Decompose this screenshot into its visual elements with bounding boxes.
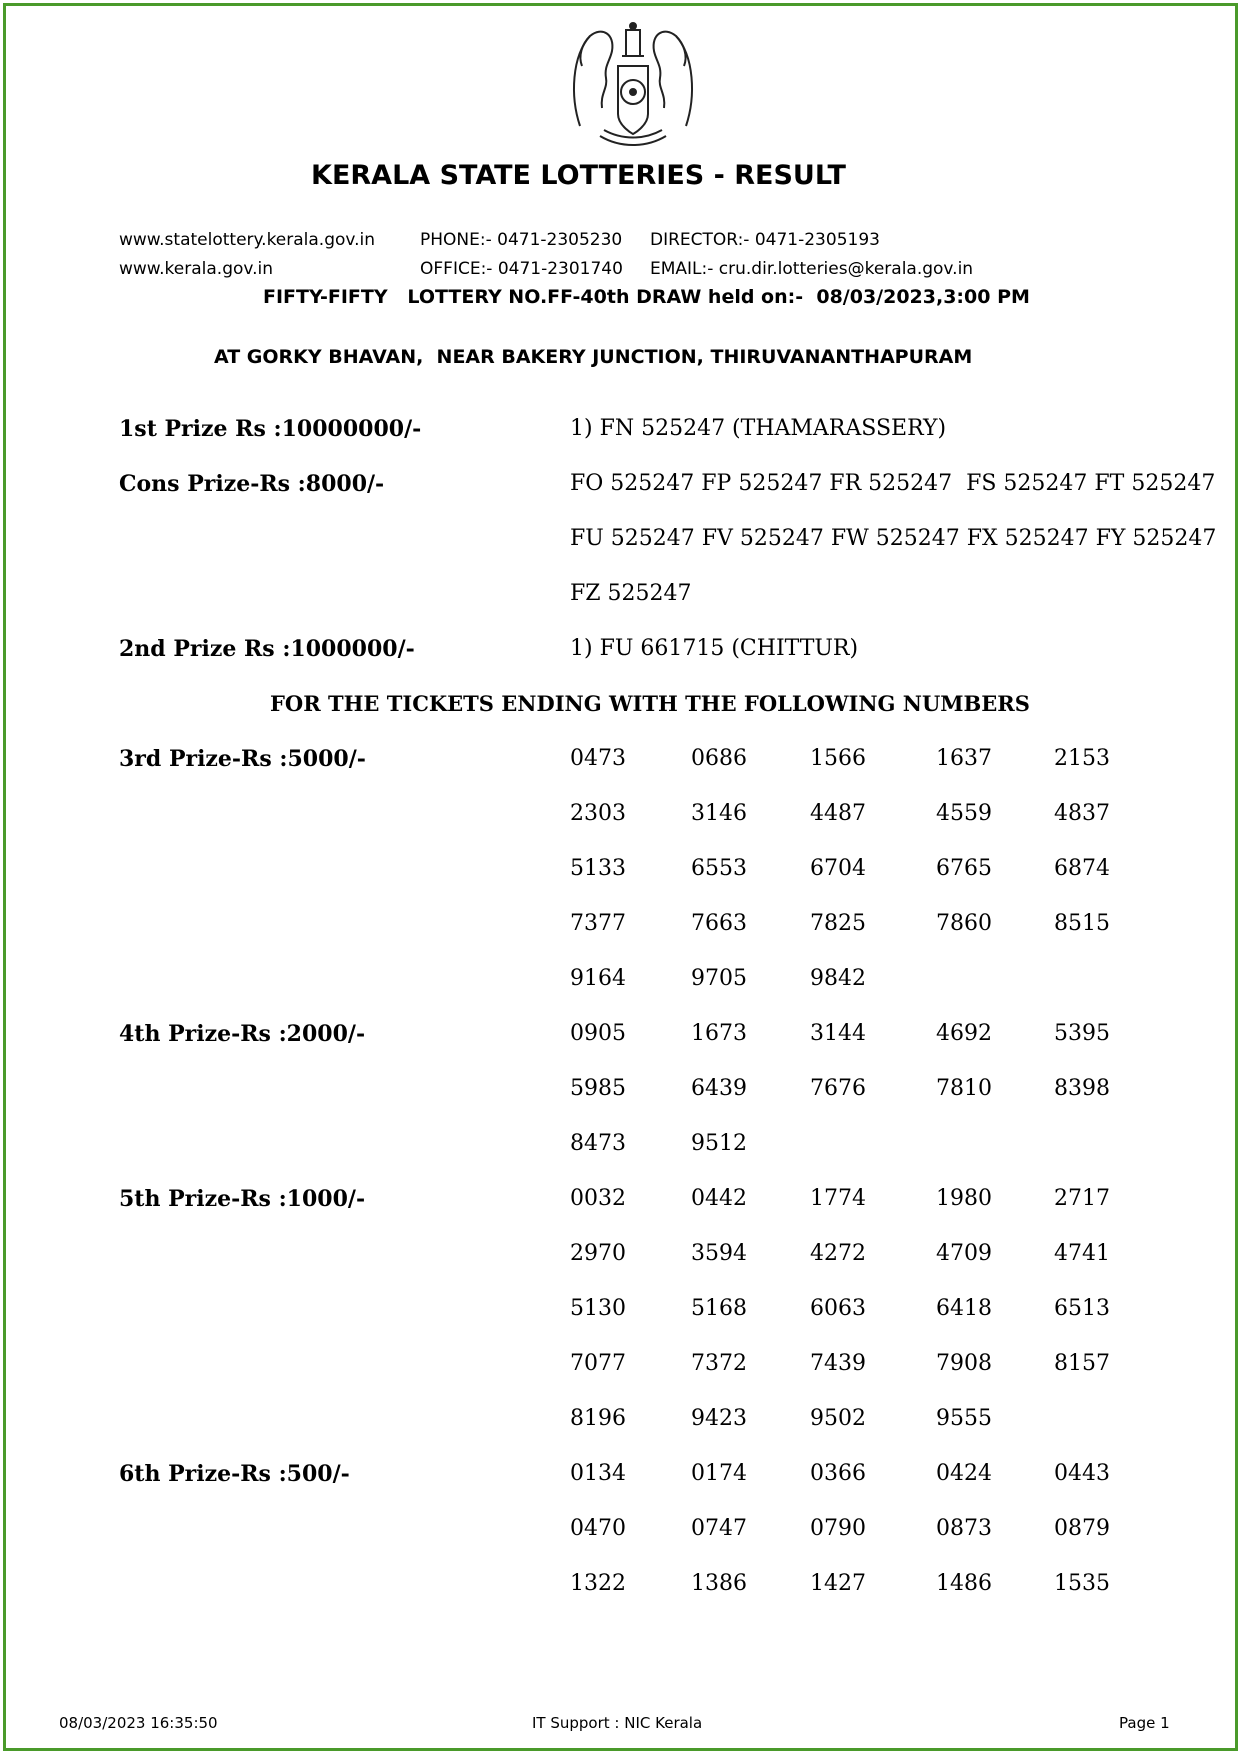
- sixth-prize-number: 0134: [570, 1461, 626, 1486]
- fifth-prize-number: 9423: [691, 1406, 747, 1431]
- fifth-prize-label: 5th Prize-Rs :1000/-: [119, 1186, 366, 1212]
- cons-prize-line: FU 525247 FV 525247 FW 525247 FX 525247 FY 525247: [570, 526, 1217, 551]
- third-prize-number: 8515: [1054, 911, 1110, 936]
- sixth-prize-number: 0873: [936, 1516, 992, 1541]
- sixth-prize-number: 0174: [691, 1461, 747, 1486]
- fourth-prize-number: 4692: [936, 1021, 992, 1046]
- draw-details: FIFTY-FIFTY LOTTERY NO.FF-40th DRAW held on:- 08/03/2023,3:00 PM: [263, 286, 1030, 308]
- sixth-prize-number: 1322: [570, 1571, 626, 1596]
- third-prize-number: 9164: [570, 966, 626, 991]
- sixth-prize-number: 0747: [691, 1516, 747, 1541]
- fifth-prize-number: 4709: [936, 1241, 992, 1266]
- fifth-prize-number: 9502: [810, 1406, 866, 1431]
- phone-number: PHONE:- 0471-2305230: [420, 230, 623, 250]
- fifth-prize-number: 7908: [936, 1351, 992, 1376]
- fourth-prize-number: 0905: [570, 1021, 626, 1046]
- fifth-prize-number: 5168: [691, 1296, 747, 1321]
- second-prize-winner: 1) FU 661715 (CHITTUR): [570, 636, 859, 661]
- sixth-prize-number: 1535: [1054, 1571, 1110, 1596]
- third-prize-number: 9842: [810, 966, 866, 991]
- fifth-prize-number: 1980: [936, 1186, 992, 1211]
- fourth-prize-number: 6439: [691, 1076, 747, 1101]
- kerala-state-emblem-icon: [560, 16, 706, 152]
- fifth-prize-number: 7077: [570, 1351, 626, 1376]
- website-link-kerala[interactable]: www.kerala.gov.in: [119, 259, 274, 279]
- third-prize-number: 4487: [810, 801, 866, 826]
- fourth-prize-number: 5985: [570, 1076, 626, 1101]
- third-prize-number: 2153: [1054, 746, 1110, 771]
- fifth-prize-number: 8196: [570, 1406, 626, 1431]
- office-number: OFFICE:- 0471-2301740: [420, 259, 623, 279]
- fifth-prize-number: 3594: [691, 1241, 747, 1266]
- email-address[interactable]: EMAIL:- cru.dir.lotteries@kerala.gov.in: [650, 259, 974, 279]
- it-support-note: IT Support : NIC Kerala: [532, 1714, 703, 1732]
- fourth-prize-number: 3144: [810, 1021, 866, 1046]
- third-prize-number: 3146: [691, 801, 747, 826]
- third-prize-number: 7377: [570, 911, 626, 936]
- sixth-prize-number: 1486: [936, 1571, 992, 1596]
- third-prize-number: 0686: [691, 746, 747, 771]
- director-number: DIRECTOR:- 0471-2305193: [650, 230, 880, 250]
- fifth-prize-number: 0442: [691, 1186, 747, 1211]
- third-prize-number: 0473: [570, 746, 626, 771]
- fourth-prize-number: 1673: [691, 1021, 747, 1046]
- fifth-prize-number: 7439: [810, 1351, 866, 1376]
- third-prize-number: 4837: [1054, 801, 1110, 826]
- third-prize-number: 1566: [810, 746, 866, 771]
- third-prize-label: 3rd Prize-Rs :5000/-: [119, 746, 366, 772]
- sixth-prize-number: 0470: [570, 1516, 626, 1541]
- sixth-prize-number: 0879: [1054, 1516, 1110, 1541]
- third-prize-number: 6765: [936, 856, 992, 881]
- ending-numbers-heading: FOR THE TICKETS ENDING WITH THE FOLLOWING NUMBERS: [270, 691, 1030, 716]
- sixth-prize-number: 1427: [810, 1571, 866, 1596]
- sixth-prize-number: 0790: [810, 1516, 866, 1541]
- fourth-prize-number: 7676: [810, 1076, 866, 1101]
- third-prize-number: 2303: [570, 801, 626, 826]
- third-prize-number: 1637: [936, 746, 992, 771]
- cons-prize-line: FZ 525247: [570, 581, 692, 606]
- fifth-prize-number: 1774: [810, 1186, 866, 1211]
- fifth-prize-number: 2717: [1054, 1186, 1110, 1211]
- generated-timestamp: 08/03/2023 16:35:50: [59, 1714, 218, 1732]
- third-prize-number: 6874: [1054, 856, 1110, 881]
- sixth-prize-number: 0424: [936, 1461, 992, 1486]
- draw-venue: AT GORKY BHAVAN, NEAR BAKERY JUNCTION, THIRUVANANTHAPURAM: [214, 346, 973, 368]
- fifth-prize-number: 9555: [936, 1406, 992, 1431]
- third-prize-number: 4559: [936, 801, 992, 826]
- fifth-prize-number: 6513: [1054, 1296, 1110, 1321]
- second-prize-label: 2nd Prize Rs :1000000/-: [119, 636, 415, 662]
- fifth-prize-number: 8157: [1054, 1351, 1110, 1376]
- fifth-prize-number: 6063: [810, 1296, 866, 1321]
- page-number: Page 1: [1119, 1714, 1170, 1732]
- third-prize-number: 7663: [691, 911, 747, 936]
- fifth-prize-number: 6418: [936, 1296, 992, 1321]
- page-title: KERALA STATE LOTTERIES - RESULT: [311, 160, 846, 191]
- third-prize-number: 6553: [691, 856, 747, 881]
- fifth-prize-number: 5130: [570, 1296, 626, 1321]
- sixth-prize-number: 1386: [691, 1571, 747, 1596]
- fifth-prize-number: 4272: [810, 1241, 866, 1266]
- fourth-prize-number: 9512: [691, 1131, 747, 1156]
- sixth-prize-label: 6th Prize-Rs :500/-: [119, 1461, 350, 1487]
- fifth-prize-number: 2970: [570, 1241, 626, 1266]
- third-prize-number: 7825: [810, 911, 866, 936]
- website-link-statelottery[interactable]: www.statelottery.kerala.gov.in: [119, 230, 376, 250]
- fourth-prize-number: 7810: [936, 1076, 992, 1101]
- cons-prize-line: FO 525247 FP 525247 FR 525247 FS 525247 FT 525247: [570, 471, 1216, 496]
- third-prize-number: 9705: [691, 966, 747, 991]
- fifth-prize-number: 7372: [691, 1351, 747, 1376]
- first-prize-label: 1st Prize Rs :10000000/-: [119, 416, 422, 442]
- sixth-prize-number: 0443: [1054, 1461, 1110, 1486]
- third-prize-number: 6704: [810, 856, 866, 881]
- fourth-prize-number: 8398: [1054, 1076, 1110, 1101]
- third-prize-number: 5133: [570, 856, 626, 881]
- sixth-prize-number: 0366: [810, 1461, 866, 1486]
- fourth-prize-number: 8473: [570, 1131, 626, 1156]
- third-prize-number: 7860: [936, 911, 992, 936]
- first-prize-winner: 1) FN 525247 (THAMARASSERY): [570, 416, 947, 441]
- fifth-prize-number: 4741: [1054, 1241, 1110, 1266]
- cons-prize-label: Cons Prize-Rs :8000/-: [119, 471, 385, 497]
- fifth-prize-number: 0032: [570, 1186, 626, 1211]
- fourth-prize-label: 4th Prize-Rs :2000/-: [119, 1021, 366, 1047]
- fourth-prize-number: 5395: [1054, 1021, 1110, 1046]
